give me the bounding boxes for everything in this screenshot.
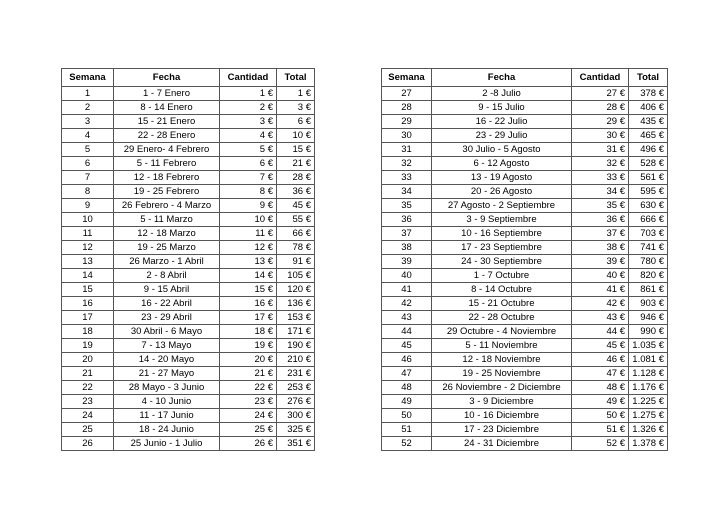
amount-cell: 24 €: [220, 409, 277, 423]
date-cell: 24 - 31 Diciembre: [432, 437, 572, 451]
week-cell: 36: [382, 213, 432, 227]
table-row: [382, 339, 668, 353]
total-cell: 595 €: [629, 185, 668, 199]
week-cell: 49: [382, 395, 432, 409]
week-cell: 18: [62, 325, 114, 339]
amount-cell: 31 €: [572, 143, 629, 157]
date-cell: 12 - 18 Noviembre: [432, 353, 572, 367]
table-row: [382, 213, 668, 227]
total-cell: 190 €: [277, 339, 315, 353]
date-cell: 14 - 20 Mayo: [114, 353, 220, 367]
week-cell: 2: [62, 101, 114, 115]
week-cell: 10: [62, 213, 114, 227]
date-cell: 4 - 10 Junio: [114, 395, 220, 409]
amount-cell: 51 €: [572, 423, 629, 437]
week-cell: 30: [382, 129, 432, 143]
table-row: [62, 339, 315, 353]
total-cell: 465 €: [629, 129, 668, 143]
date-cell: 8 - 14 Enero: [114, 101, 220, 115]
date-cell: 20 - 26 Agosto: [432, 185, 572, 199]
table-row: [382, 437, 668, 451]
week-cell: 26: [62, 437, 114, 451]
savings-table-right: [381, 68, 668, 451]
table-row: [62, 437, 315, 451]
date-cell: 24 - 30 Septiembre: [432, 255, 572, 269]
table-row: [62, 367, 315, 381]
week-cell: 48: [382, 381, 432, 395]
header-row: [62, 69, 315, 87]
week-cell: 17: [62, 311, 114, 325]
table-row: [62, 269, 315, 283]
total-cell: 28 €: [277, 171, 315, 185]
table-row: [382, 395, 668, 409]
table-row: [382, 283, 668, 297]
header-total: Total: [277, 69, 315, 87]
header-row: [382, 69, 668, 87]
amount-cell: 39 €: [572, 255, 629, 269]
table-row: [62, 297, 315, 311]
date-cell: 3 - 9 Septiembre: [432, 213, 572, 227]
date-cell: 7 - 13 Mayo: [114, 339, 220, 353]
week-cell: 25: [62, 423, 114, 437]
table-row: [62, 311, 315, 325]
header-amount: Cantidad: [572, 69, 629, 87]
total-cell: 45 €: [277, 199, 315, 213]
amount-cell: 27 €: [572, 87, 629, 101]
total-cell: 1.176 €: [629, 381, 668, 395]
date-cell: 17 - 23 Diciembre: [432, 423, 572, 437]
week-cell: 14: [62, 269, 114, 283]
date-cell: 9 - 15 Julio: [432, 101, 572, 115]
amount-cell: 49 €: [572, 395, 629, 409]
date-cell: 30 Julio - 5 Agosto: [432, 143, 572, 157]
amount-cell: 36 €: [572, 213, 629, 227]
amount-cell: 12 €: [220, 241, 277, 255]
week-cell: 34: [382, 185, 432, 199]
table-row: [382, 185, 668, 199]
date-cell: 19 - 25 Noviembre: [432, 367, 572, 381]
table-row: [382, 199, 668, 213]
total-cell: 78 €: [277, 241, 315, 255]
date-cell: 22 - 28 Octubre: [432, 311, 572, 325]
amount-cell: 8 €: [220, 185, 277, 199]
amount-cell: 19 €: [220, 339, 277, 353]
table-row: [62, 213, 315, 227]
amount-cell: 28 €: [572, 101, 629, 115]
total-cell: 120 €: [277, 283, 315, 297]
week-cell: 39: [382, 255, 432, 269]
header-week: Semana: [382, 69, 432, 87]
table-row: [382, 129, 668, 143]
table-row: [382, 87, 668, 101]
week-cell: 32: [382, 157, 432, 171]
amount-cell: 4 €: [220, 129, 277, 143]
table-row: [62, 115, 315, 129]
total-cell: 6 €: [277, 115, 315, 129]
total-cell: 231 €: [277, 367, 315, 381]
amount-cell: 52 €: [572, 437, 629, 451]
date-cell: 1 - 7 Enero: [114, 87, 220, 101]
week-cell: 42: [382, 297, 432, 311]
amount-cell: 20 €: [220, 353, 277, 367]
week-cell: 45: [382, 339, 432, 353]
amount-cell: 22 €: [220, 381, 277, 395]
amount-cell: 47 €: [572, 367, 629, 381]
table-row: [62, 185, 315, 199]
week-cell: 28: [382, 101, 432, 115]
header-date: Fecha: [114, 69, 220, 87]
week-cell: 24: [62, 409, 114, 423]
week-cell: 9: [62, 199, 114, 213]
total-cell: 55 €: [277, 213, 315, 227]
amount-cell: 30 €: [572, 129, 629, 143]
savings-table-left: [61, 68, 315, 451]
date-cell: 10 - 16 Diciembre: [432, 409, 572, 423]
amount-cell: 44 €: [572, 325, 629, 339]
week-cell: 19: [62, 339, 114, 353]
table-row: [62, 283, 315, 297]
total-cell: 528 €: [629, 157, 668, 171]
total-cell: 171 €: [277, 325, 315, 339]
total-cell: 630 €: [629, 199, 668, 213]
amount-cell: 41 €: [572, 283, 629, 297]
total-cell: 91 €: [277, 255, 315, 269]
total-cell: 210 €: [277, 353, 315, 367]
date-cell: 30 Abril - 6 Mayo: [114, 325, 220, 339]
total-cell: 3 €: [277, 101, 315, 115]
total-cell: 666 €: [629, 213, 668, 227]
week-cell: 38: [382, 241, 432, 255]
amount-cell: 9 €: [220, 199, 277, 213]
week-cell: 3: [62, 115, 114, 129]
amount-cell: 50 €: [572, 409, 629, 423]
week-cell: 22: [62, 381, 114, 395]
week-cell: 50: [382, 409, 432, 423]
amount-cell: 6 €: [220, 157, 277, 171]
amount-cell: 13 €: [220, 255, 277, 269]
table-row: [382, 381, 668, 395]
week-cell: 37: [382, 227, 432, 241]
amount-cell: 29 €: [572, 115, 629, 129]
header-amount: Cantidad: [220, 69, 277, 87]
week-cell: 41: [382, 283, 432, 297]
total-cell: 1 €: [277, 87, 315, 101]
total-cell: 1.128 €: [629, 367, 668, 381]
total-cell: 741 €: [629, 241, 668, 255]
amount-cell: 32 €: [572, 157, 629, 171]
total-cell: 1.378 €: [629, 437, 668, 451]
table-row: [382, 227, 668, 241]
table-row: [62, 353, 315, 367]
week-cell: 20: [62, 353, 114, 367]
date-cell: 26 Marzo - 1 Abril: [114, 255, 220, 269]
table-row: [382, 311, 668, 325]
amount-cell: 38 €: [572, 241, 629, 255]
table-row: [382, 269, 668, 283]
table-row: [382, 367, 668, 381]
amount-cell: 25 €: [220, 423, 277, 437]
date-cell: 26 Febrero - 4 Marzo: [114, 199, 220, 213]
total-cell: 406 €: [629, 101, 668, 115]
table-body: [382, 87, 668, 451]
amount-cell: 3 €: [220, 115, 277, 129]
table-header: [62, 69, 315, 87]
week-cell: 35: [382, 199, 432, 213]
total-cell: 1.035 €: [629, 339, 668, 353]
table-row: [382, 423, 668, 437]
table-row: [382, 255, 668, 269]
week-cell: 15: [62, 283, 114, 297]
date-cell: 17 - 23 Septiembre: [432, 241, 572, 255]
week-cell: 44: [382, 325, 432, 339]
amount-cell: 16 €: [220, 297, 277, 311]
date-cell: 28 Mayo - 3 Junio: [114, 381, 220, 395]
date-cell: 23 - 29 Abril: [114, 311, 220, 325]
date-cell: 13 - 19 Agosto: [432, 171, 572, 185]
date-cell: 6 - 12 Agosto: [432, 157, 572, 171]
week-cell: 12: [62, 241, 114, 255]
total-cell: 1.326 €: [629, 423, 668, 437]
date-cell: 15 - 21 Octubre: [432, 297, 572, 311]
table-row: [62, 87, 315, 101]
amount-cell: 14 €: [220, 269, 277, 283]
total-cell: 105 €: [277, 269, 315, 283]
amount-cell: 45 €: [572, 339, 629, 353]
amount-cell: 35 €: [572, 199, 629, 213]
amount-cell: 1 €: [220, 87, 277, 101]
table-row: [62, 241, 315, 255]
header-week: Semana: [62, 69, 114, 87]
amount-cell: 7 €: [220, 171, 277, 185]
table-row: [62, 129, 315, 143]
week-cell: 7: [62, 171, 114, 185]
total-cell: 300 €: [277, 409, 315, 423]
table-row: [382, 241, 668, 255]
date-cell: 8 - 14 Octubre: [432, 283, 572, 297]
table-row: [62, 101, 315, 115]
table-row: [62, 381, 315, 395]
table-row: [382, 297, 668, 311]
week-cell: 13: [62, 255, 114, 269]
table-row: [382, 409, 668, 423]
amount-cell: 18 €: [220, 325, 277, 339]
date-cell: 25 Junio - 1 Julio: [114, 437, 220, 451]
total-cell: 351 €: [277, 437, 315, 451]
table-row: [62, 423, 315, 437]
date-cell: 11 - 17 Junio: [114, 409, 220, 423]
date-cell: 9 - 15 Abril: [114, 283, 220, 297]
table-row: [62, 227, 315, 241]
total-cell: 15 €: [277, 143, 315, 157]
total-cell: 325 €: [277, 423, 315, 437]
total-cell: 561 €: [629, 171, 668, 185]
table-row: [382, 143, 668, 157]
amount-cell: 33 €: [572, 171, 629, 185]
date-cell: 23 - 29 Julio: [432, 129, 572, 143]
date-cell: 2 - 8 Abril: [114, 269, 220, 283]
amount-cell: 10 €: [220, 213, 277, 227]
table-row: [62, 395, 315, 409]
total-cell: 820 €: [629, 269, 668, 283]
total-cell: 496 €: [629, 143, 668, 157]
amount-cell: 42 €: [572, 297, 629, 311]
week-cell: 27: [382, 87, 432, 101]
amount-cell: 43 €: [572, 311, 629, 325]
date-cell: 5 - 11 Noviembre: [432, 339, 572, 353]
total-cell: 153 €: [277, 311, 315, 325]
date-cell: 3 - 9 Diciembre: [432, 395, 572, 409]
table-row: [382, 353, 668, 367]
week-cell: 51: [382, 423, 432, 437]
table-row: [382, 325, 668, 339]
date-cell: 29 Enero- 4 Febrero: [114, 143, 220, 157]
header-date: Fecha: [432, 69, 572, 87]
date-cell: 16 - 22 Julio: [432, 115, 572, 129]
table-row: [62, 143, 315, 157]
table-row: [62, 325, 315, 339]
date-cell: 12 - 18 Marzo: [114, 227, 220, 241]
table-row: [382, 157, 668, 171]
date-cell: 18 - 24 Junio: [114, 423, 220, 437]
total-cell: 903 €: [629, 297, 668, 311]
week-cell: 29: [382, 115, 432, 129]
total-cell: 276 €: [277, 395, 315, 409]
week-cell: 1: [62, 87, 114, 101]
total-cell: 703 €: [629, 227, 668, 241]
total-cell: 136 €: [277, 297, 315, 311]
total-cell: 435 €: [629, 115, 668, 129]
date-cell: 15 - 21 Enero: [114, 115, 220, 129]
date-cell: 12 - 18 Febrero: [114, 171, 220, 185]
amount-cell: 34 €: [572, 185, 629, 199]
table-row: [382, 171, 668, 185]
total-cell: 66 €: [277, 227, 315, 241]
date-cell: 1 - 7 Octubre: [432, 269, 572, 283]
date-cell: 19 - 25 Febrero: [114, 185, 220, 199]
date-cell: 5 - 11 Febrero: [114, 157, 220, 171]
amount-cell: 37 €: [572, 227, 629, 241]
week-cell: 4: [62, 129, 114, 143]
date-cell: 5 - 11 Marzo: [114, 213, 220, 227]
table-row: [62, 409, 315, 423]
week-cell: 40: [382, 269, 432, 283]
date-cell: 21 - 27 Mayo: [114, 367, 220, 381]
week-cell: 43: [382, 311, 432, 325]
amount-cell: 46 €: [572, 353, 629, 367]
table-row: [62, 255, 315, 269]
table-body: [62, 87, 315, 451]
total-cell: 1.225 €: [629, 395, 668, 409]
amount-cell: 11 €: [220, 227, 277, 241]
total-cell: 21 €: [277, 157, 315, 171]
total-cell: 253 €: [277, 381, 315, 395]
amount-cell: 21 €: [220, 367, 277, 381]
total-cell: 10 €: [277, 129, 315, 143]
week-cell: 8: [62, 185, 114, 199]
week-cell: 33: [382, 171, 432, 185]
total-cell: 378 €: [629, 87, 668, 101]
week-cell: 21: [62, 367, 114, 381]
amount-cell: 17 €: [220, 311, 277, 325]
amount-cell: 23 €: [220, 395, 277, 409]
date-cell: 29 Octubre - 4 Noviembre: [432, 325, 572, 339]
table-row: [62, 157, 315, 171]
date-cell: 2 -8 Julio: [432, 87, 572, 101]
week-cell: 31: [382, 143, 432, 157]
total-cell: 861 €: [629, 283, 668, 297]
amount-cell: 48 €: [572, 381, 629, 395]
date-cell: 26 Noviembre - 2 Diciembre: [432, 381, 572, 395]
amount-cell: 15 €: [220, 283, 277, 297]
date-cell: 10 - 16 Septiembre: [432, 227, 572, 241]
date-cell: 19 - 25 Marzo: [114, 241, 220, 255]
table-row: [62, 171, 315, 185]
week-cell: 6: [62, 157, 114, 171]
week-cell: 23: [62, 395, 114, 409]
amount-cell: 5 €: [220, 143, 277, 157]
table-row: [62, 199, 315, 213]
total-cell: 1.275 €: [629, 409, 668, 423]
date-cell: 22 - 28 Enero: [114, 129, 220, 143]
total-cell: 1.081 €: [629, 353, 668, 367]
date-cell: 16 - 22 Abril: [114, 297, 220, 311]
total-cell: 36 €: [277, 185, 315, 199]
amount-cell: 2 €: [220, 101, 277, 115]
week-cell: 46: [382, 353, 432, 367]
week-cell: 47: [382, 367, 432, 381]
amount-cell: 26 €: [220, 437, 277, 451]
table-row: [382, 101, 668, 115]
week-cell: 11: [62, 227, 114, 241]
week-cell: 16: [62, 297, 114, 311]
amount-cell: 40 €: [572, 269, 629, 283]
table-header: [382, 69, 668, 87]
table-row: [382, 115, 668, 129]
total-cell: 946 €: [629, 311, 668, 325]
total-cell: 990 €: [629, 325, 668, 339]
total-cell: 780 €: [629, 255, 668, 269]
header-total: Total: [629, 69, 668, 87]
week-cell: 52: [382, 437, 432, 451]
date-cell: 27 Agosto - 2 Septiembre: [432, 199, 572, 213]
week-cell: 5: [62, 143, 114, 157]
